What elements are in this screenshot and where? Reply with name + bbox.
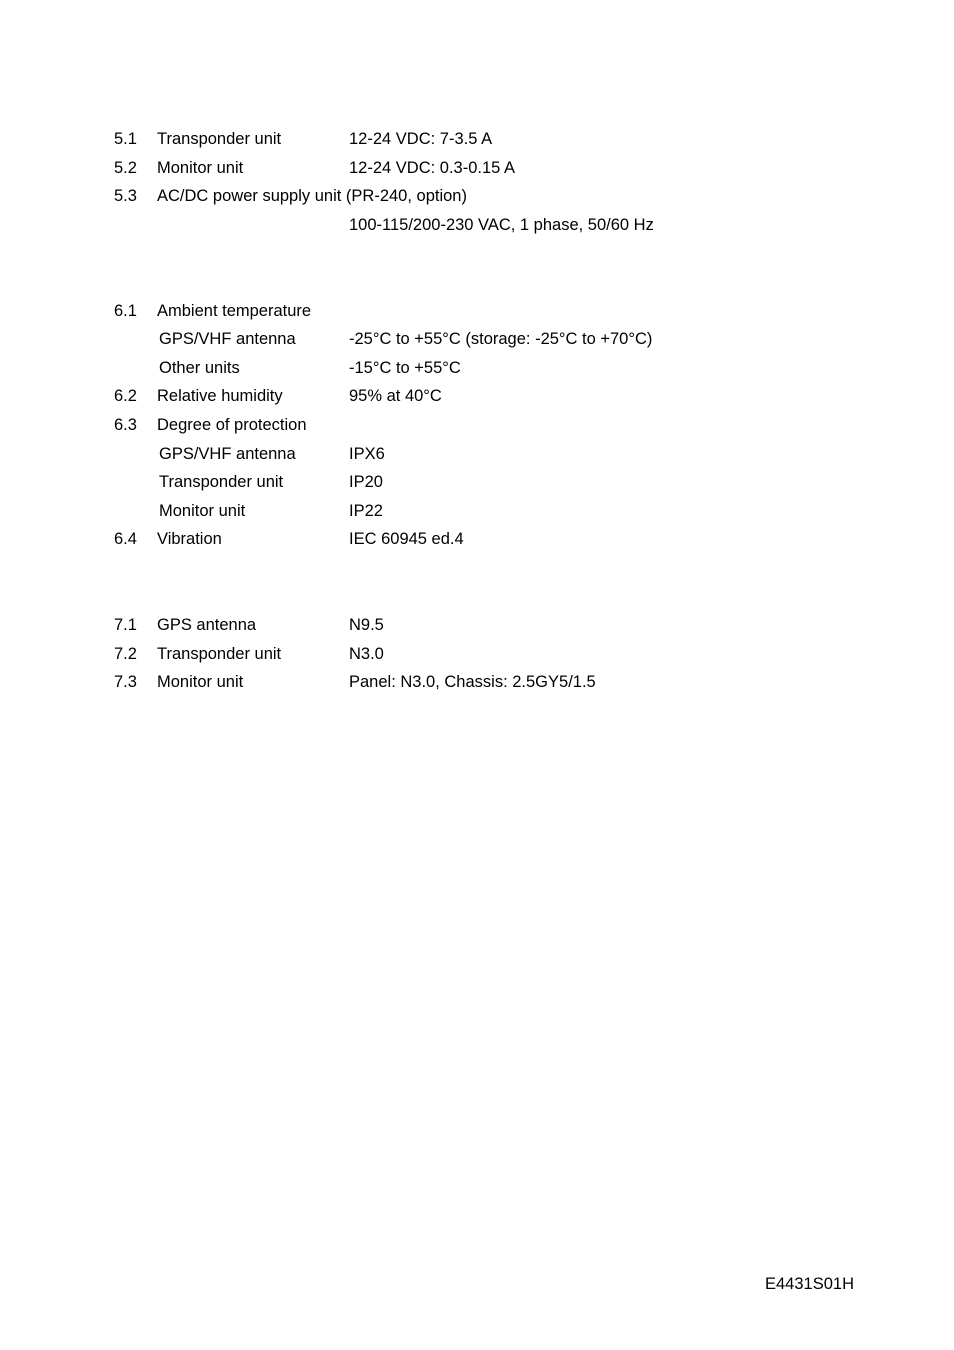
item-label: Transponder unit bbox=[157, 645, 282, 663]
item-value: IEC 60945 ed.4 bbox=[349, 530, 464, 548]
item-value: IP20 bbox=[349, 473, 383, 491]
item-sublabel: Monitor unit bbox=[159, 502, 246, 520]
item-label: Monitor unit bbox=[157, 159, 244, 177]
document-code: E4431S01H bbox=[765, 1275, 854, 1293]
item-value: -25°C to +55°C (storage: -25°C to +70°C) bbox=[349, 330, 653, 348]
item-number: 6.4 bbox=[114, 530, 137, 548]
item-number: 5.2 bbox=[114, 159, 137, 177]
item-number: 7.1 bbox=[114, 616, 137, 634]
item-sublabel: Transponder unit bbox=[159, 473, 284, 491]
item-value: Panel: N3.0, Chassis: 2.5GY5/1.5 bbox=[349, 673, 596, 691]
item-label: Monitor unit bbox=[157, 673, 244, 691]
item-sublabel: GPS/VHF antenna bbox=[159, 445, 296, 463]
item-label: GPS antenna bbox=[157, 616, 257, 634]
item-label: Vibration bbox=[157, 530, 222, 548]
item-value: IPX6 bbox=[349, 445, 385, 463]
item-value: IP22 bbox=[349, 502, 383, 520]
item-sublabel: GPS/VHF antenna bbox=[159, 330, 296, 348]
item-number: 5.1 bbox=[114, 130, 137, 148]
item-value: 95% at 40°C bbox=[349, 387, 442, 405]
item-label: Relative humidity bbox=[157, 387, 283, 405]
item-label: Degree of protection bbox=[157, 416, 307, 434]
item-number: 7.2 bbox=[114, 645, 137, 663]
item-number: 5.3 bbox=[114, 187, 137, 205]
item-label: AC/DC power supply unit (PR-240, option) bbox=[157, 187, 467, 205]
item-number: 6.1 bbox=[114, 302, 137, 320]
item-value: 12-24 VDC: 7-3.5 A bbox=[349, 130, 493, 148]
item-label: Ambient temperature bbox=[157, 302, 312, 320]
item-label: Transponder unit bbox=[157, 130, 282, 148]
item-sublabel: Other units bbox=[159, 359, 240, 377]
item-number: 6.2 bbox=[114, 387, 137, 405]
item-value: 12-24 VDC: 0.3-0.15 A bbox=[349, 159, 516, 177]
item-value: 100-115/200-230 VAC, 1 phase, 50/60 Hz bbox=[349, 216, 654, 234]
item-value: -15°C to +55°C bbox=[349, 359, 461, 377]
item-number: 7.3 bbox=[114, 673, 137, 691]
item-number: 6.3 bbox=[114, 416, 137, 434]
item-value: N9.5 bbox=[349, 616, 384, 634]
item-value: N3.0 bbox=[349, 645, 384, 663]
